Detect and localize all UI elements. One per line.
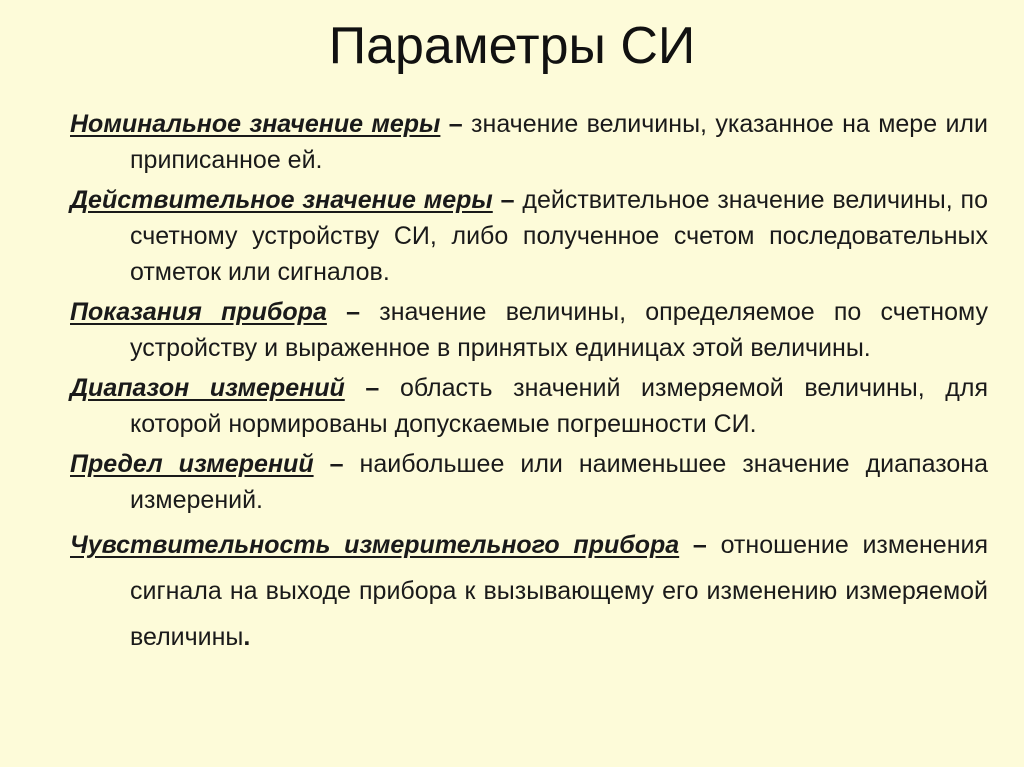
definition-term: Предел измерений <box>70 450 314 478</box>
definition-term: Диапазон измерений <box>70 374 345 402</box>
definition-text: значение величины, определяемое по счетному устройству и выраженное в принятых единицах этой величины. <box>130 298 988 362</box>
definition-dash: – <box>329 450 344 478</box>
definition-item <box>70 182 988 290</box>
definition-term: Показания прибора <box>70 298 327 326</box>
definition-term: Действительное значение меры <box>70 186 493 214</box>
definition-item <box>70 370 988 442</box>
definition-text: значение величины, указанное на мере или приписанное ей. <box>130 110 988 174</box>
definition-dash: – <box>346 298 360 326</box>
definition-dash: – <box>365 374 380 402</box>
definition-end-period: . <box>243 623 251 651</box>
definition-item <box>70 522 988 660</box>
definition-text: наибольшее или наименьшее значение диапазона измерений. <box>130 450 988 514</box>
definition-text: область значений измеряемой величины, для которой нормированы допускаемые погрешности СИ. <box>130 374 989 438</box>
definitions-list <box>70 106 988 664</box>
definition-term: Номинальное значение меры <box>70 110 441 138</box>
definition-dash: – <box>500 186 515 214</box>
definition-text: отношение изменения сигнала на выходе прибора к вызывающему его изменению измеряемой величины <box>130 531 989 651</box>
definition-dash: – <box>692 531 707 559</box>
definition-item <box>70 294 988 366</box>
slide-title: Параметры СИ <box>328 17 696 75</box>
definition-item <box>70 106 988 178</box>
definition-item <box>70 446 988 518</box>
definition-dash: – <box>448 110 463 138</box>
definition-term: Чувствительность измерительного прибора <box>70 531 680 559</box>
definition-text: действительное значение величины, по счетному устройству СИ, либо полученное счетом последовательных отметок или сигналов. <box>130 186 988 286</box>
